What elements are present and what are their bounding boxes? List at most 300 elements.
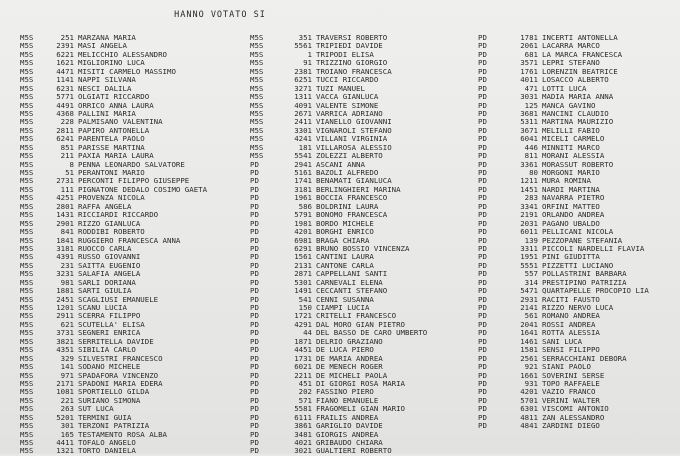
vote-number: 4291 [294, 319, 312, 329]
vote-number: 1731 [294, 353, 312, 363]
party-code: PD [250, 378, 259, 388]
member-name: VIGNAROLI STEFANO [316, 125, 392, 135]
member-name: TERMINI GUIA [78, 412, 132, 422]
party-code: PD [250, 227, 259, 237]
party-code: PD [250, 336, 259, 346]
member-name: MADIA MARIA ANNA [542, 92, 614, 102]
vote-number: 2411 [294, 117, 312, 127]
vote-number: 5551 [520, 260, 538, 270]
member-name: TROIANO FRANCESCA [316, 66, 392, 76]
member-name: GUALTIERI ROBERTO [316, 446, 392, 456]
party-code: PD [478, 404, 487, 414]
party-code: PD [478, 260, 487, 270]
vote-number: 4368 [56, 108, 74, 118]
member-name: ROTTA ALESSIA [542, 328, 600, 338]
party-code: PD [478, 243, 487, 253]
member-name: PROVENZA NICOLA [78, 193, 145, 203]
list-item [250, 447, 480, 455]
member-name: PERANTONI MARIO [78, 168, 145, 177]
party-code: M5S [20, 311, 34, 321]
party-code: PD [478, 319, 487, 329]
member-name: MINNITI MARCO [542, 142, 600, 152]
member-name: TERZONI PATRIZIA [78, 421, 150, 431]
vote-column-2 [250, 34, 480, 456]
party-code: M5S [250, 151, 264, 161]
party-code: PD [250, 159, 259, 169]
vote-number: 1311 [294, 92, 312, 102]
member-name: TRIPIEDI DAVIDE [316, 41, 383, 51]
party-code: PD [250, 201, 259, 211]
vote-number: 314 [524, 277, 538, 287]
party-code: PD [478, 176, 487, 186]
member-name: DE MENECH ROGER [316, 362, 383, 372]
party-code: PD [250, 328, 259, 338]
party-code: M5S [20, 286, 34, 296]
party-code: PD [478, 49, 487, 59]
party-code: PD [250, 387, 259, 397]
member-name: PIZZETTI LUCIANO [542, 260, 614, 270]
member-name: DEL BASSO DE CARO UMBERTO [316, 328, 428, 338]
vote-column-1 [20, 34, 250, 456]
member-name: BORGHI ENRICO [316, 227, 374, 237]
member-name: LORENZIN BEATRICE [542, 66, 618, 76]
member-name: TESTAMENTO ROSA ALBA [78, 429, 167, 439]
vote-number: 4391 [56, 252, 74, 262]
party-code: M5S [20, 395, 34, 405]
vote-number: 4491 [56, 100, 74, 110]
party-code: M5S [20, 41, 34, 51]
vote-number: 4201 [520, 387, 538, 397]
party-code: M5S [250, 125, 264, 135]
party-code: PD [478, 370, 487, 380]
party-code: PD [250, 412, 259, 422]
party-code: PD [478, 311, 487, 321]
party-code: M5S [20, 92, 34, 102]
party-code: M5S [250, 142, 264, 152]
party-code: PD [478, 201, 487, 211]
vote-number: 557 [524, 269, 538, 279]
member-name: MANCINI CLAUDIO [542, 108, 609, 118]
vote-number: 251 [60, 33, 74, 42]
member-name: SILVESTRI FRANCESCO [78, 353, 163, 363]
member-name: CAPPELLANI SANTI [316, 269, 388, 279]
list-item [20, 279, 250, 287]
party-code: M5S [20, 277, 34, 287]
vote-number: 2941 [294, 159, 312, 169]
party-code: M5S [20, 319, 34, 329]
party-code: M5S [20, 108, 34, 118]
member-name: VILLANI VIRGINIA [316, 134, 388, 144]
member-name: RACITI FAUSTO [542, 294, 600, 304]
member-name: PAXIA MARIA LAURA [78, 151, 154, 161]
member-name: MORGONI MARIO [542, 168, 600, 177]
member-name: BONOMO FRANCESCA [316, 210, 388, 220]
vote-number: 4011 [520, 75, 538, 85]
party-code: PD [250, 277, 259, 287]
party-code: PD [478, 92, 487, 102]
party-code: M5S [20, 100, 34, 110]
vote-number: 4091 [294, 100, 312, 110]
party-code: PD [478, 235, 487, 245]
member-name: ZARDINI DIEGO [542, 421, 600, 431]
member-name: DAL MORO GIAN PIETRO [316, 319, 405, 329]
party-code: PD [478, 345, 487, 355]
party-code: PD [478, 269, 487, 279]
party-code: PD [250, 294, 259, 304]
member-name: FIANO EMANUELE [316, 395, 379, 405]
vote-number: 6981 [294, 235, 312, 245]
party-code: M5S [250, 75, 264, 85]
vote-number: 4351 [56, 345, 74, 355]
vote-number: 446 [524, 142, 538, 152]
member-name: MURA ROMINA [542, 176, 591, 186]
party-code: M5S [20, 362, 34, 372]
party-code: PD [478, 142, 487, 152]
party-code: M5S [20, 142, 34, 152]
party-code: PD [250, 252, 259, 262]
member-name: VISCOMI ANTONIO [542, 404, 609, 414]
party-code: PD [478, 134, 487, 144]
vote-number: 8 [69, 159, 74, 169]
vote-number: 571 [298, 395, 312, 405]
party-code: PD [250, 218, 259, 228]
list-item [20, 397, 250, 405]
vote-number: 2811 [56, 125, 74, 135]
vote-number: 6041 [520, 134, 538, 144]
party-code: M5S [250, 49, 264, 59]
party-code: PD [250, 303, 259, 312]
party-code: M5S [20, 117, 34, 127]
party-code: PD [478, 362, 487, 372]
vote-number: 181 [298, 142, 312, 152]
member-name: DELRIO GRAZIANO [316, 336, 383, 346]
vote-number: 165 [60, 429, 74, 439]
party-code: M5S [20, 404, 34, 414]
party-code: PD [250, 311, 259, 321]
member-name: MANCA GAVINO [542, 100, 596, 110]
member-name: LEPRI STEFANO [542, 58, 600, 68]
vote-number: 329 [60, 353, 74, 363]
member-name: MIGLIORINO LUCA [78, 58, 145, 68]
member-name: DE LUCA PIERO [316, 345, 374, 355]
member-name: NARDI MARTINA [542, 184, 600, 194]
member-name: SPADAFORA VINCENZO [78, 370, 159, 380]
member-name: CIAMPI LUCIA [316, 303, 370, 312]
party-code: PD [478, 303, 487, 312]
vote-number: 2871 [294, 269, 312, 279]
member-name: ROSSI ANDREA [542, 319, 596, 329]
vote-number: 2141 [520, 303, 538, 312]
vote-number: 111 [60, 184, 74, 194]
vote-number: 1961 [294, 193, 312, 203]
party-code: M5S [250, 58, 264, 68]
party-code: M5S [20, 269, 34, 279]
party-code: M5S [20, 252, 34, 262]
party-code: M5S [20, 58, 34, 68]
party-code: M5S [250, 92, 264, 102]
vote-number: 2561 [520, 353, 538, 363]
party-code: PD [478, 33, 487, 42]
vote-number: 6251 [294, 75, 312, 85]
member-name: SOVERINI SERSE [542, 370, 605, 380]
member-name: ORLANDO ANDREA [542, 210, 605, 220]
party-code: PD [250, 184, 259, 194]
member-name: ZOLEZZI ALBERTO [316, 151, 383, 161]
member-name: GRIBAUDO CHIARA [316, 438, 383, 447]
member-name: DI GIORGI ROSA MARIA [316, 378, 405, 388]
vote-number: 1 [307, 49, 312, 59]
party-code: PD [478, 353, 487, 363]
party-code: PD [478, 117, 487, 127]
party-code: PD [478, 218, 487, 228]
member-name: GIORGIS ANDREA [316, 429, 379, 439]
member-name: TUZI MANUEL [316, 83, 365, 93]
vote-number: 3671 [520, 125, 538, 135]
member-name: SODANO MICHELE [78, 362, 141, 372]
vote-number: 4251 [56, 193, 74, 203]
party-code: PD [250, 286, 259, 296]
vote-number: 5471 [520, 286, 538, 296]
member-name: SCAGLIUSI EMANUELE [78, 294, 159, 304]
member-name: RAFFA ANGELA [78, 201, 132, 211]
member-name: RIZZO GIANLUCA [78, 218, 141, 228]
party-code: M5S [250, 83, 264, 93]
vote-number: 5301 [294, 277, 312, 287]
party-code: M5S [20, 370, 34, 380]
vote-number: 2131 [294, 260, 312, 270]
vote-number: 931 [524, 378, 538, 388]
member-name: TOPO RAFFAELE [542, 378, 600, 388]
party-code: M5S [20, 168, 34, 177]
member-name: MISITI CARMELO MASSIMO [78, 66, 176, 76]
vote-number: 3311 [520, 243, 538, 253]
vote-number: 851 [60, 142, 74, 152]
member-name: CECCANTI STEFANO [316, 286, 388, 296]
member-name: ORFINI MATTEO [542, 201, 600, 211]
party-code: M5S [20, 387, 34, 397]
vote-number: 3731 [56, 328, 74, 338]
member-name: TRIZZINO GIORGIO [316, 58, 388, 68]
party-code: M5S [20, 378, 34, 388]
party-code: PD [250, 260, 259, 270]
member-name: BORDO MICHELE [316, 218, 374, 228]
member-name: PICCOLI NARDELLI FLAVIA [542, 243, 645, 253]
party-code: PD [250, 168, 259, 177]
party-code: PD [250, 319, 259, 329]
vote-number: 971 [60, 370, 74, 380]
vote-number: 681 [524, 49, 538, 59]
member-name: MORASSUT ROBERTO [542, 159, 614, 169]
member-name: PALLINI MARIA [78, 108, 136, 118]
member-name: VILLAROSA ALESSIO [316, 142, 392, 152]
vote-number: 6011 [520, 227, 538, 237]
member-name: PARENTELA PAOLO [78, 134, 145, 144]
vote-number: 621 [60, 319, 74, 329]
party-code: M5S [20, 201, 34, 211]
party-code: M5S [20, 83, 34, 93]
member-name: FRAILIS ANDREA [316, 412, 379, 422]
vote-number: 1321 [56, 446, 74, 456]
member-name: NAPPI SILVANA [78, 75, 136, 85]
party-code: PD [478, 41, 487, 51]
party-code: M5S [20, 353, 34, 363]
member-name: SIANI PAOLO [542, 362, 591, 372]
list-item [20, 296, 250, 304]
party-code: PD [250, 243, 259, 253]
member-name: BOCCIA FRANCESCO [316, 193, 388, 203]
party-code: PD [478, 108, 487, 118]
member-name: CANTONE CARLA [316, 260, 374, 270]
vote-number: 2191 [520, 210, 538, 220]
party-code: PD [478, 75, 487, 85]
member-name: CENNI SUSANNA [316, 294, 374, 304]
member-name: ASCANI ANNA [316, 159, 365, 169]
vote-number: 6291 [294, 243, 312, 253]
party-code: PD [250, 210, 259, 220]
party-code: PD [478, 395, 487, 405]
vote-number: 586 [298, 201, 312, 211]
vote-number: 6301 [520, 404, 538, 414]
party-code: M5S [20, 243, 34, 253]
vote-number: 221 [60, 395, 74, 405]
vote-number: 2171 [56, 378, 74, 388]
party-code: PD [478, 294, 487, 304]
member-name: TUCCI RICCARDO [316, 75, 379, 85]
vote-number: 4021 [294, 438, 312, 447]
member-name: MASI ANGELA [78, 41, 127, 51]
vote-number: 4451 [294, 345, 312, 355]
party-code: PD [478, 159, 487, 169]
vote-number: 4241 [294, 134, 312, 144]
vote-number: 4201 [294, 227, 312, 237]
party-code: PD [478, 210, 487, 220]
member-name: PERCONTI FILIPPO GIUSEPPE [78, 176, 190, 186]
vote-number: 125 [524, 100, 538, 110]
page-title: HANNO VOTATO SI [174, 10, 266, 20]
vote-number: 5541 [294, 151, 312, 161]
member-name: GARIGLIO DAVIDE [316, 421, 383, 431]
party-code: M5S [20, 328, 34, 338]
member-name: SCANU LUCIA [78, 303, 127, 312]
party-code: M5S [20, 235, 34, 245]
vote-number: 3181 [56, 243, 74, 253]
vote-number: 1841 [56, 235, 74, 245]
party-code: PD [250, 269, 259, 279]
member-name: TRAVERSI ROBERTO [316, 33, 388, 42]
member-name: SERRITELLA DAVIDE [78, 336, 154, 346]
party-code: PD [478, 125, 487, 135]
party-code: M5S [20, 66, 34, 76]
party-code: PD [478, 66, 487, 76]
party-code: PD [250, 395, 259, 405]
member-name: TRIPODI ELISA [316, 49, 374, 59]
party-code: PD [478, 277, 487, 287]
member-name: SANI LUCA [542, 336, 583, 346]
list-item [250, 76, 480, 84]
party-code: PD [478, 193, 487, 203]
party-code: PD [250, 353, 259, 363]
member-name: PELLICANI NICOLA [542, 227, 614, 237]
vote-number: 5561 [294, 41, 312, 51]
vote-number: 351 [298, 33, 312, 42]
member-name: SEGNERI ENRICA [78, 328, 141, 338]
party-code: PD [250, 421, 259, 431]
member-name: PAGANO UBALDO [542, 218, 600, 228]
party-code: M5S [20, 184, 34, 194]
vote-number: 1881 [56, 286, 74, 296]
member-name: VALENTE SIMONE [316, 100, 379, 110]
vote-number: 228 [60, 117, 74, 127]
vote-number: 2731 [56, 176, 74, 186]
member-name: MICELI CARMELO [542, 134, 605, 144]
vote-number: 202 [298, 387, 312, 397]
vote-number: 5771 [56, 92, 74, 102]
vote-number: 3571 [520, 58, 538, 68]
member-name: VERINI WALTER [542, 395, 600, 405]
member-name: SUT LUCA [78, 404, 114, 414]
vote-number: 1491 [294, 286, 312, 296]
party-code: M5S [250, 100, 264, 110]
member-name: QUARTAPELLE PROCOPIO LIA [542, 286, 649, 296]
party-code: PD [250, 446, 259, 456]
party-code: M5S [20, 260, 34, 270]
member-name: POLLASTRINI BARBARA [542, 269, 627, 279]
vote-column-3 [478, 34, 680, 431]
vote-number: 4841 [520, 421, 538, 431]
member-name: MELILLI FABIO [542, 125, 600, 135]
vote-number: 2031 [520, 218, 538, 228]
list-item [20, 237, 250, 245]
party-code: PD [478, 412, 487, 422]
vote-number: 3481 [294, 429, 312, 439]
vote-number: 541 [298, 294, 312, 304]
party-code: M5S [20, 227, 34, 237]
vote-number: 561 [524, 311, 538, 321]
member-name: RIZZO NERVO LUCA [542, 303, 614, 312]
vote-number: 1781 [520, 33, 538, 42]
vote-number: 1431 [56, 210, 74, 220]
member-name: SCUTELLA' ELISA [78, 319, 145, 329]
member-name: TOFALO ANGELO [78, 438, 136, 447]
party-code: PD [478, 83, 487, 93]
member-name: BENAMATI GIANLUCA [316, 176, 392, 186]
member-name: RICCIARDI RICCARDO [78, 210, 159, 220]
vote-number: 1211 [520, 176, 538, 186]
list-item [20, 447, 250, 455]
vote-number: 2061 [520, 41, 538, 51]
member-name: RUSSO GIOVANNI [78, 252, 141, 262]
list-item [20, 405, 250, 413]
vote-number: 80 [529, 168, 538, 177]
vote-number: 2671 [294, 108, 312, 118]
party-code: PD [478, 168, 487, 177]
vote-number: 2911 [56, 311, 74, 321]
party-code: M5S [20, 303, 34, 312]
vote-number: 811 [524, 151, 538, 161]
member-name: DE MARIA ANDREA [316, 353, 383, 363]
member-name: SURIANO SIMONA [78, 395, 141, 405]
vote-number: 301 [60, 421, 74, 431]
vote-number: 5701 [520, 395, 538, 405]
party-code: M5S [20, 412, 34, 422]
member-name: SCERRA FILIPPO [78, 311, 141, 321]
vote-number: 2801 [56, 201, 74, 211]
vote-number: 921 [524, 362, 538, 372]
vote-number: 3031 [520, 92, 538, 102]
member-name: ZAN ALESSANDRO [542, 412, 605, 422]
party-code: PD [478, 151, 487, 161]
vote-number: 6021 [294, 362, 312, 372]
